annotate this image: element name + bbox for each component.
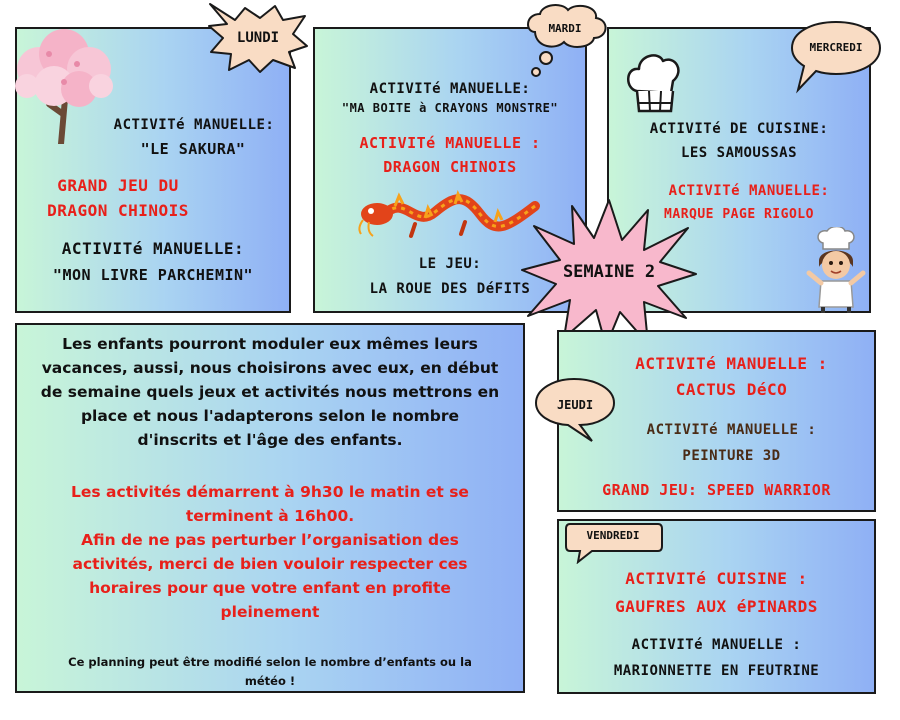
lundi-activity-3-label: ACTIVITé MANUELLE: — [61, 239, 245, 258]
week-label: SEMAINE 2 — [562, 262, 656, 282]
jeudi-activity-2-title: PEINTURE 3D — [682, 448, 781, 464]
sakura-tree-icon — [9, 24, 119, 144]
info-p1-line5: d'inscrits et l'âge des enfants. — [137, 431, 403, 449]
vendredi-activity-2-label: ACTIVITé MANUELLE : — [631, 637, 802, 653]
child-chef-icon — [805, 227, 867, 313]
vendredi-day-label: VENDREDI — [586, 529, 640, 542]
lundi-activity-3-title: "MON LIVRE PARCHEMIN" — [52, 266, 254, 284]
info-p2-line2: terminent à 16h00. — [185, 507, 355, 525]
dragon-icon — [355, 184, 540, 244]
info-p3-line1: Ce planning peut être modifié selon le nombre d’enfants ou la — [68, 655, 472, 669]
jeudi-activity-3-title: GRAND JEU: SPEED WARRIOR — [602, 481, 831, 499]
vendredi-activity-1-label: ACTIVITé CUISINE : — [625, 569, 808, 588]
info-p2-line1: Les activités démarrent à 9h30 le matin et se — [71, 483, 469, 501]
info-p2-line3: Afin de ne pas perturber l’organisation des — [81, 531, 459, 549]
mercredi-day-label: MERCREDI — [809, 41, 863, 54]
lundi-day-label: LUNDI — [236, 30, 280, 46]
mardi-game-label: LE JEU: — [418, 256, 482, 272]
info-p2-line4: activités, merci de bien vouloir respecter ces — [72, 555, 468, 573]
info-p1-line1: Les enfants pourront moduler eux mêmes leurs — [62, 335, 478, 353]
mercredi-speech-bubble — [788, 18, 884, 96]
lundi-activity-1-title: "LE SAKURA" — [140, 140, 246, 158]
lundi-activity-2-line1: GRAND JEU DU — [57, 176, 179, 195]
mardi-activity-1-label: ACTIVITé MANUELLE: — [369, 81, 531, 97]
chef-hat-icon — [625, 51, 683, 119]
info-panel — [15, 323, 525, 693]
vendredi-speech-bubble — [564, 520, 664, 564]
jeudi-activity-1-label: ACTIVITé MANUELLE : — [635, 354, 828, 373]
vendredi-activity-2-title: MARIONNETTE EN FEUTRINE — [613, 663, 820, 679]
jeudi-activity-2-label: ACTIVITé MANUELLE : — [646, 422, 817, 438]
mardi-thought-bubble — [520, 2, 610, 82]
info-p1-line4: place et nous l'adapterons selon le nombre — [80, 407, 460, 425]
lundi-activity-1-label: ACTIVITé MANUELLE: — [113, 117, 275, 133]
mardi-activity-2-title: DRAGON CHINOIS — [383, 158, 517, 176]
jeudi-day-label: JEUDI — [556, 398, 594, 412]
info-p2-line6: pleinement — [220, 603, 320, 621]
vendredi-activity-1-title: GAUFRES AUX éPINARDS — [615, 597, 818, 616]
jeudi-activity-1-title: CACTUS DéCO — [675, 380, 788, 399]
mercredi-activity-2-title: MARQUE PAGE RIGOLO — [664, 207, 814, 222]
mardi-day-label: MARDI — [548, 22, 582, 35]
mardi-activity-2-label: ACTIVITé MANUELLE : — [359, 134, 541, 152]
mercredi-activity-2-label: ACTIVITé MANUELLE: — [668, 183, 830, 199]
info-p1-line2: vacances, aussi, nous choisirons avec eux, en début — [41, 359, 499, 377]
mardi-game-title: LA ROUE DES DéFITS — [369, 281, 531, 297]
mercredi-activity-1-title: LES SAMOUSSAS — [680, 145, 798, 161]
mardi-activity-1-title: "MA BOITE à CRAYONS MONSTRE" — [341, 101, 559, 115]
info-p1-line3: de semaine quels jeux et activités nous mettrons en — [40, 383, 500, 401]
lundi-activity-2-line2: DRAGON CHINOIS — [47, 201, 189, 220]
info-p2-line5: horaires pour que votre enfant en profite — [89, 579, 451, 597]
mercredi-activity-1-label: ACTIVITé DE CUISINE: — [649, 121, 829, 137]
info-p3-line2: météo ! — [244, 674, 296, 688]
